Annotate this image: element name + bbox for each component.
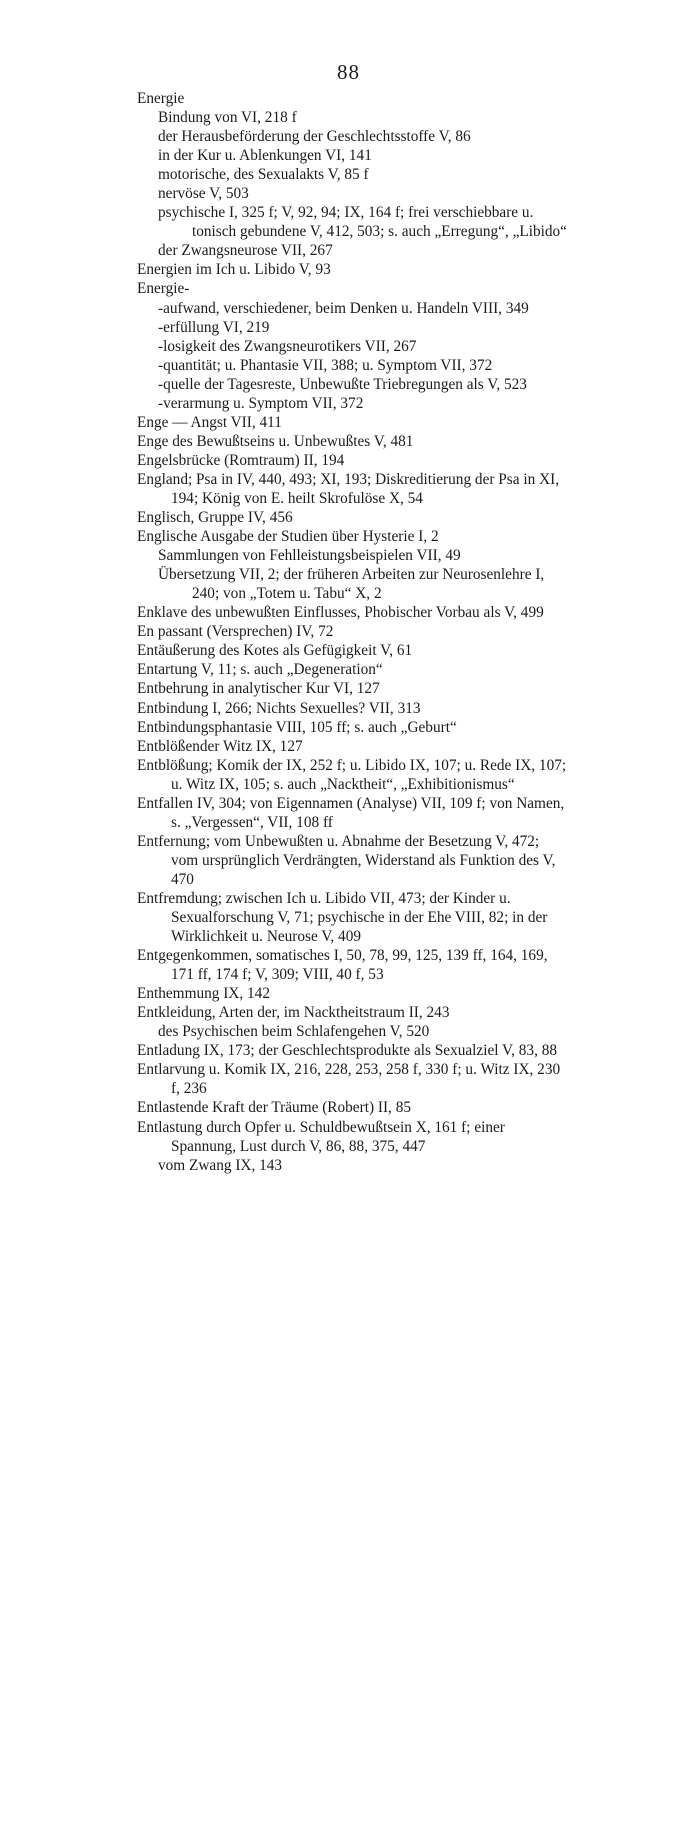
index-entry: Energien im Ich u. Libido V, 93 bbox=[137, 261, 331, 279]
index-subentry: -quelle der Tagesreste, Unbewußte Triebregungen als V, 523 bbox=[158, 375, 527, 393]
index-entry: Enge — Angst VII, 411 bbox=[137, 413, 282, 431]
index-entry: Entlastende Kraft der Träume (Robert) II, 85 bbox=[137, 1099, 411, 1117]
index-entry: Energie bbox=[137, 90, 185, 107]
index-entry: Entblößender Witz IX, 127 bbox=[137, 737, 303, 755]
index-entry: En passant (Versprechen) IV, 72 bbox=[137, 623, 334, 641]
index-subentry: Bindung von VI, 218 f bbox=[158, 109, 297, 127]
index-entry: Entfremdung; zwischen Ich u. Libido VII, 473; der Kinder u. Sexualforschung V, 71; psychische in der Ehe VIII, 82; in der Wirklichkeit u. Neurose V, 409 bbox=[137, 889, 548, 946]
index-subentry: der Zwangsneurose VII, 267 bbox=[158, 242, 333, 260]
index-subentry: -quantität; u. Phantasie VII, 388; u. Symptom VII, 372 bbox=[158, 356, 493, 374]
index-entry: Entgegenkommen, somatisches I, 50, 78, 99, 125, 139 ff, 164, 169, 171 ff, 174 f; V, 309; VIII, 40 f, 53 bbox=[137, 947, 548, 984]
index-subentry: -verarmung u. Symptom VII, 372 bbox=[158, 394, 364, 412]
index-entry: Enthemmung IX, 142 bbox=[137, 985, 270, 1003]
index-subentry: -aufwand, verschiedener, beim Denken u. Handeln VIII, 349 bbox=[158, 299, 529, 317]
index-entry: England; Psa in IV, 440, 493; XI, 193; Diskreditierung der Psa in XI, 194; König von E. heilt Skrofulöse X, 54 bbox=[137, 470, 560, 507]
index-subentry: des Psychischen beim Schlafengehen V, 520 bbox=[158, 1023, 430, 1041]
index-entry: Enklave des unbewußten Einflusses, Phobischer Vorbau als V, 499 bbox=[137, 604, 544, 622]
index-subentry: Übersetzung VII, 2; der früheren Arbeiten zur Neurosenlehre I, 240; von „Totem u. Tabu“ X, 2 bbox=[158, 566, 545, 603]
index-subentry: -erfüllung VI, 219 bbox=[158, 318, 270, 336]
index-entry: Entäußerung des Kotes als Gefügigkeit V, 61 bbox=[137, 642, 413, 660]
index-entry: Engelsbrücke (Romtraum) II, 194 bbox=[137, 451, 345, 469]
index-entry: Entbindungsphantasie VIII, 105 ff; s. auch „Geburt“ bbox=[137, 718, 457, 736]
index-column bbox=[137, 89, 567, 1175]
index-entry: Entbehrung in analytischer Kur VI, 127 bbox=[137, 680, 380, 698]
index-entry: Englische Ausgabe der Studien über Hysterie I, 2 bbox=[137, 528, 439, 546]
index-subentry: in der Kur u. Ablenkungen VI, 141 bbox=[158, 147, 372, 165]
index-entry: Enge des Bewußtseins u. Unbewußtes V, 481 bbox=[137, 432, 414, 450]
index-subentry: psychische I, 325 f; V, 92, 94; IX, 164 f; frei verschiebbare u. tonisch gebundene V, 412, 503; s. auch „Erregung“, „Libido“ bbox=[158, 204, 567, 241]
index-entry: Entfallen IV, 304; von Eigennamen (Analyse) VII, 109 f; von Namen, s. „Vergessen“, VII, 108 ff bbox=[137, 794, 565, 831]
index-entry: Entfernung; vom Unbewußten u. Abnahme der Besetzung V, 472; vom ursprünglich Verdrängten, Widerstand als Funktion des V, 470 bbox=[137, 832, 556, 888]
page-number: 88 bbox=[337, 60, 360, 84]
index-entry: Entblößung; Komik der IX, 252 f; u. Libido IX, 107; u. Rede IX, 107; u. Witz IX, 105; s. auch „Nacktheit“, „Exhibitionismus“ bbox=[137, 756, 567, 793]
index-entry: Entlastung durch Opfer u. Schuldbewußtsein X, 161 f; einer Spannung, Lust durch V, 86, 88, 375, 447 bbox=[137, 1118, 505, 1155]
index-subentry: vom Zwang IX, 143 bbox=[158, 1156, 283, 1174]
index-entry: Energie- bbox=[137, 280, 190, 298]
index-entry: Englisch, Gruppe IV, 456 bbox=[137, 509, 293, 527]
index-subentry: -losigkeit des Zwangsneurotikers VII, 267 bbox=[158, 337, 417, 355]
index-entry: Entlarvung u. Komik IX, 216, 228, 253, 258 f, 330 f; u. Witz IX, 230 f, 236 bbox=[137, 1061, 561, 1098]
index-entry: Entbindung I, 266; Nichts Sexuelles? VII, 313 bbox=[137, 699, 421, 717]
index-subentry: Sammlungen von Fehlleistungsbeispielen VII, 49 bbox=[158, 547, 461, 565]
index-entry: Entladung IX, 173; der Geschlechtsprodukte als Sexualziel V, 83, 88 bbox=[137, 1042, 558, 1060]
index-subentry: der Herausbeförderung der Geschlechtsstoffe V, 86 bbox=[158, 128, 471, 146]
index-entry: Entkleidung, Arten der, im Nacktheitstraum II, 243 bbox=[137, 1004, 450, 1022]
index-subentry: nervöse V, 503 bbox=[158, 185, 249, 203]
index-entry: Entartung V, 11; s. auch „Degeneration“ bbox=[137, 661, 383, 679]
index-subentry: motorische, des Sexualakts V, 85 f bbox=[158, 166, 369, 184]
